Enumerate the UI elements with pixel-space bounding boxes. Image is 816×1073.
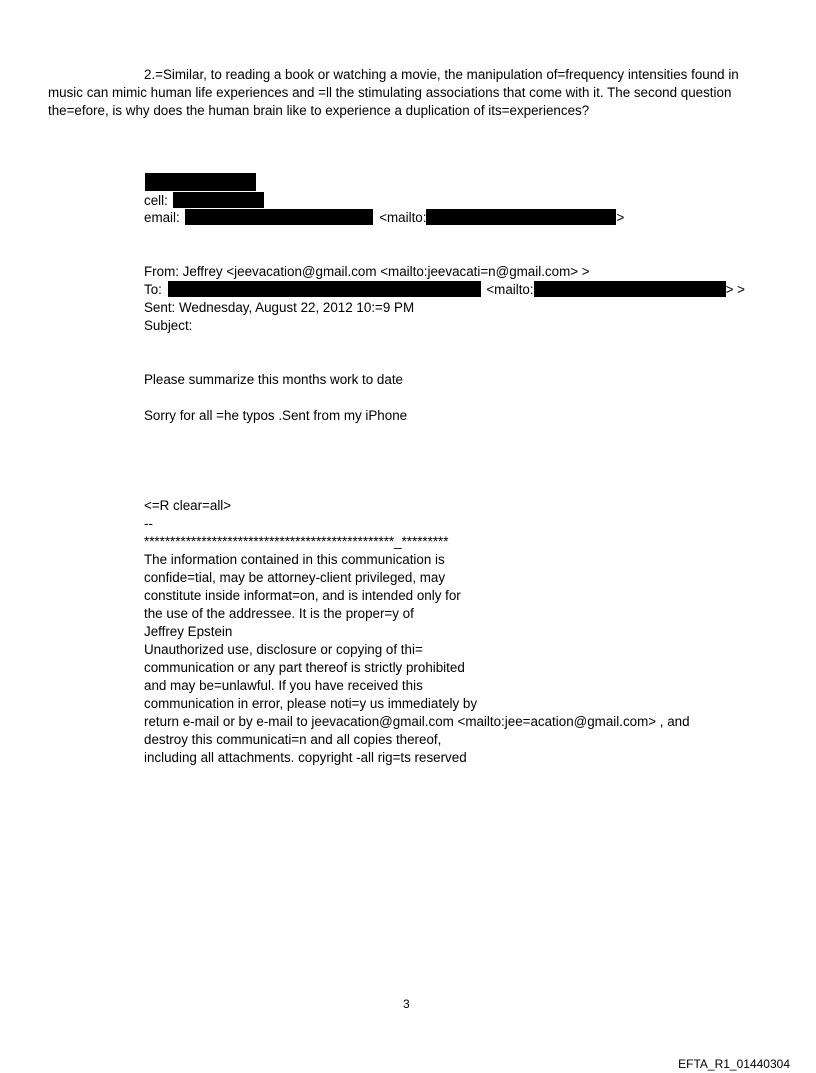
redaction-email	[185, 209, 373, 225]
redaction-name	[145, 173, 256, 191]
disclaimer-line: and may be=unlawful. If you have received this	[144, 678, 423, 693]
page-number: 3	[403, 997, 410, 1011]
disclaimer-dashes: --	[144, 516, 153, 531]
signature-email	[144, 209, 624, 227]
disclaimer-line: destroy this communicati=n and all copies thereof,	[144, 732, 442, 747]
disclaimer-line: communication in error, please noti=y us immediately by	[144, 696, 478, 711]
to-label: To:	[144, 282, 162, 297]
redaction-to	[168, 281, 481, 297]
email-mailto: <mailto:	[379, 210, 427, 225]
disclaimer-block	[144, 497, 690, 767]
header-sent: Sent: Wednesday, August 22, 2012 10:=9 PM	[144, 300, 415, 315]
header-to	[144, 281, 745, 299]
disclaimer-line: constitute inside informat=on, and is intended only for	[144, 588, 461, 603]
body-line-1: Please summarize this months work to date	[144, 372, 403, 387]
disclaimer-line: Jeffrey Epstein	[144, 624, 233, 639]
disclaimer-line: Unauthorized use, disclosure or copying of thi=	[144, 642, 423, 657]
redaction-email-mailto	[426, 209, 616, 225]
document-id: EFTA_R1_01440304	[678, 1057, 790, 1071]
body-line-2: Sorry for all =he typos .Sent from my iPhone	[144, 408, 408, 423]
header-subject: Subject:	[144, 318, 193, 333]
email-label: email:	[144, 210, 180, 225]
to-close: > >	[725, 282, 745, 297]
disclaimer-line: the use of the addressee. It is the proper=y of	[144, 606, 414, 621]
intro-paragraph	[48, 66, 768, 120]
signature-cell	[144, 192, 264, 210]
redaction-to-mailto	[534, 281, 726, 297]
to-mailto: <mailto:	[486, 282, 534, 297]
email-mailto-close: >	[616, 210, 625, 225]
disclaimer-line: confide=tial, may be attorney-client privileged, may	[144, 570, 446, 585]
intro-line-3: the=efore, is why does the human brain like to experience a duplication of its=experiences?	[48, 103, 590, 118]
intro-line-1: 2.=Similar, to reading a book or watching a movie, the manipulation of=frequency intensities found in	[144, 67, 739, 82]
disclaimer-line: communication or any part thereof is strictly prohibited	[144, 660, 465, 675]
header-from: From: Jeffrey <jeevacation@gmail.com <mailto:jeevacati=n@gmail.com> >	[144, 264, 590, 279]
disclaimer-line: return e-mail or by e-mail to jeevacation@gmail.com <mailto:jee=acation@gmail.com> , and	[144, 714, 690, 729]
cell-label: cell:	[144, 193, 168, 208]
disclaimer-tag: <=R clear=all>	[144, 498, 232, 513]
disclaimer-line: The information contained in this communication is	[144, 552, 445, 567]
disclaimer-stars: ************************************************_*********	[144, 534, 449, 549]
redaction-cell	[173, 192, 264, 208]
intro-line-2: music can mimic human life experiences and =ll the stimulating associations that come with it. The second question	[48, 85, 732, 100]
disclaimer-line: including all attachments. copyright -all rig=ts reserved	[144, 750, 467, 765]
